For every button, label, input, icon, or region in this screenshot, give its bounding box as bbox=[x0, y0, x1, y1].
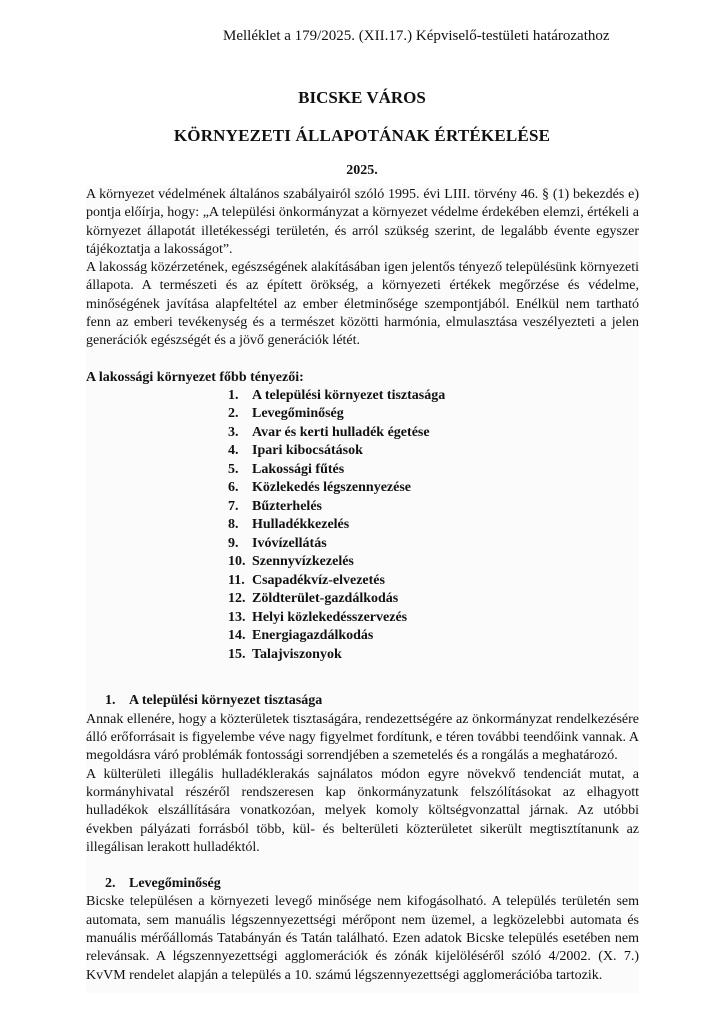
document-title-city: BICSKE VÁROS bbox=[298, 88, 426, 107]
factor-item: 9. Ivóvízellátás bbox=[228, 535, 327, 551]
spacer bbox=[86, 857, 639, 875]
section-heading-cleanliness: 1. A települési környezet tisztasága bbox=[105, 693, 323, 709]
section-paragraph: Annak ellenére, hogy a közterületek tisztaságára, rendezettségére az önkormányzat rendelkezésére álló erőforrásait is figyelembe véve nagy figyelmet fordítunk, e téren további teendőink vannak. A megoldásra váró problémák fontossági sorrendjében a szemetelés és a rongálás a meghatározó. bbox=[86, 711, 639, 764]
document-body bbox=[86, 186, 639, 993]
factor-item: 4. Ipari kibocsátások bbox=[228, 443, 363, 459]
factor-item: 10. Szennyvízkezelés bbox=[228, 554, 354, 570]
factor-item: 13. Helyi közlekedésszervezés bbox=[228, 609, 408, 625]
factor-item: 7. Bűzterhelés bbox=[228, 498, 322, 514]
section-paragraph: A külterületi illegális hulladéklerakás sajnálatos módon egyre növekvő tendenciát mutat, a kormányhivatal részéről rendszeresen kap önkormányzatunk felszólításokat az elhagyott hulladékok elszállítására vonatkozóan, melyek komoly költségvonzattal járnak. Az utóbbi években pályázati forrásból több, kül- és belterületi közterületet sikerült megtisztítanunk az illegálisan lerakott hulladéktól. bbox=[86, 766, 639, 855]
factors-heading: A lakossági környezet főbb tényezői: bbox=[86, 369, 304, 385]
intro-paragraph-legal: A környezet védelmének általános szabályairól szóló 1995. évi LIII. törvény 46. § (1) bekezdés e) pontja előírja, hogy: „A települési önkormányzat a környezet védelme érdekében elemzi, értékeli a környezet állapotát illetékességi területén, és arról szükség szerint, de legalább évente egyszer tájékoztatja a lakosságot”. bbox=[86, 187, 639, 257]
factor-item: 5. Lakossági fűtés bbox=[228, 461, 345, 477]
spacer bbox=[86, 664, 639, 682]
spacer bbox=[86, 682, 639, 692]
spacer bbox=[86, 351, 639, 369]
annex-note: Melléklet a 179/2025. (XII.17.) Képviselő-testületi határozathoz bbox=[223, 28, 610, 44]
factor-item: 11. Csapadékvíz-elvezetés bbox=[228, 572, 385, 588]
factor-item: 3. Avar és kerti hulladék égetése bbox=[228, 424, 430, 440]
section-paragraph: Bicske településen a környezeti levegő minősége nem kifogásolható. A település területén sem automata, sem manuális légszennyezettségi mérőpont nem üzemel, a legközelebbi automata és manuális mérőállomás Tatabányán és Tatán található. Ezen adatok Bicske település esetében nem relevánsak. A légszennyezettségi agglomerációk és zónák kijelöléséről szóló 4/2002. (X. 7.) KvVM rendelet alapján a település a 10. számú légszennyezettségi agglomerációba tartozik. bbox=[86, 894, 639, 983]
factor-item: 1. A települési környezet tisztasága bbox=[228, 387, 446, 403]
document-title-subject: KÖRNYEZETI ÁLLAPOTÁNAK ÉRTÉKELÉSE bbox=[173, 126, 551, 145]
factor-item: 12. Zöldterület-gazdálkodás bbox=[228, 591, 399, 607]
factor-item: 14. Energiagazdálkodás bbox=[228, 628, 374, 644]
intro-paragraph-importance: A lakosság közérzetének, egészségének alakításában igen jelentős tényező településünk környezeti állapota. A természeti és az épített örökség, a környezeti értékek megőrzése és védelme, minőségének javítása alapfeltétel az ember életminősége szempontjából. Enélkül nem tartható fenn az emberi tevékenység és a természet közötti harmónia, elmulasztása veszélyezteti a jelen generációk egészségét és a jövő generációk létét. bbox=[86, 260, 639, 349]
document-year: 2025. bbox=[346, 163, 378, 178]
factor-item: 8. Hulladékkezelés bbox=[228, 517, 350, 533]
factor-item: 6. Közlekedés légszennyezése bbox=[228, 480, 412, 496]
factor-item: 2. Levegőminőség bbox=[228, 406, 344, 422]
factors-list bbox=[86, 387, 639, 665]
section-heading-air-quality: 2. Levegőminőség bbox=[105, 876, 221, 892]
factor-item: 15. Talajviszonyok bbox=[228, 646, 342, 662]
